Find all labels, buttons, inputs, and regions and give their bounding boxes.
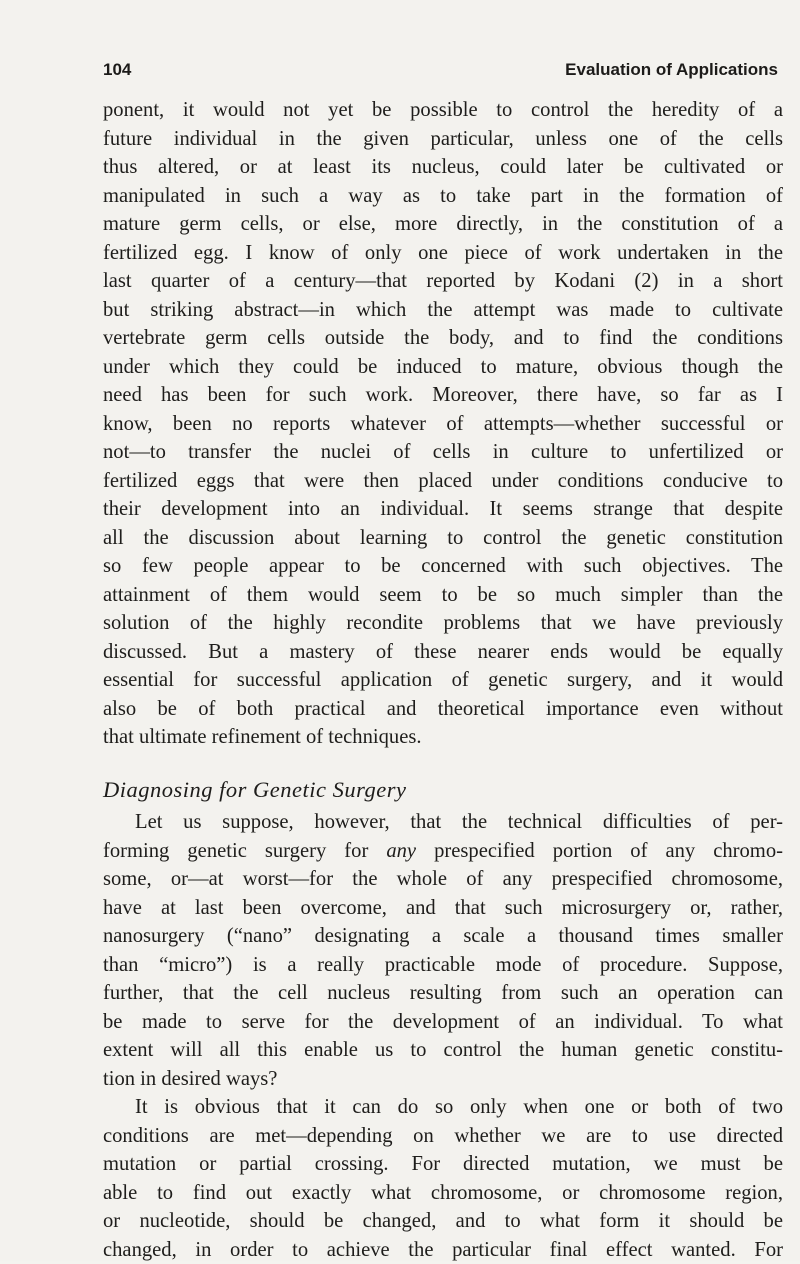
text-line: also be of both practical and theoretical importance even without [103, 695, 783, 724]
text-line: attainment of them would seem to be so much simpler than the [103, 581, 783, 610]
text-line: conditions are met—depending on whether we are to use directed [103, 1122, 783, 1151]
text-line: than “micro”) is a really practicable mode of procedure. Suppose, [103, 951, 783, 980]
text-line: be made to serve for the development of an individual. To what [103, 1008, 783, 1037]
text-line: It is obvious that it can do so only when one or both of two [103, 1093, 783, 1122]
page-number: 104 [103, 60, 131, 80]
text-line: last quarter of a century—that reported by Kodani (2) in a short [103, 267, 783, 296]
paragraph-3 [103, 1093, 783, 1264]
text-line [103, 837, 783, 866]
running-head-title: Evaluation of Applications [565, 60, 778, 80]
text-line: mutation or partial crossing. For directed mutation, we must be [103, 1150, 783, 1179]
text-line: have at last been overcome, and that such microsurgery or, rather, [103, 894, 783, 923]
body-text [103, 96, 783, 1264]
text-line: discussed. But a mastery of these nearer ends would be equally [103, 638, 783, 667]
text-line: but striking abstract—in which the attempt was made to cultivate [103, 296, 783, 325]
text-line: that ultimate refinement of techniques. [103, 723, 783, 752]
text-line: not—to transfer the nuclei of cells in culture to unfertilized or [103, 438, 783, 467]
text-line: essential for successful application of genetic surgery, and it would [103, 666, 783, 695]
text-run: forming genetic surgery for [103, 840, 386, 862]
text-line: tion in desired ways? [103, 1065, 783, 1094]
emphasis: any [386, 840, 416, 862]
text-line: know, been no reports whatever of attempts—whether successful or [103, 410, 783, 439]
text-line: fertilized eggs that were then placed under conditions conducive to [103, 467, 783, 496]
text-line: future individual in the given particular, unless one of the cells [103, 125, 783, 154]
text-line: some, or—at worst—for the whole of any prespecified chromosome, [103, 865, 783, 894]
section-heading: Diagnosing for Genetic Surgery [103, 776, 783, 805]
text-line: manipulated in such a way as to take part in the formation of [103, 182, 783, 211]
text-line: further, that the cell nucleus resulting from such an operation can [103, 979, 783, 1008]
paragraph-1 [103, 96, 783, 752]
text-line: fertilized egg. I know of only one piece of work undertaken in the [103, 239, 783, 268]
running-head [103, 60, 778, 86]
text-line: able to find out exactly what chromosome, or chromosome region, [103, 1179, 783, 1208]
text-line: changed, in order to achieve the particular final effect wanted. For [103, 1236, 783, 1264]
text-line: nanosurgery (“nano” designating a scale a thousand times smaller [103, 922, 783, 951]
paragraph-2 [103, 808, 783, 1093]
text-line: their development into an individual. It seems strange that despite [103, 495, 783, 524]
text-line: extent will all this enable us to control the human genetic constitu- [103, 1036, 783, 1065]
text-line: or nucleotide, should be changed, and to what form it should be [103, 1207, 783, 1236]
text-line: mature germ cells, or else, more directly, in the constitution of a [103, 210, 783, 239]
text-run: prespecified portion of any chromo- [416, 840, 783, 862]
text-line: need has been for such work. Moreover, there have, so far as I [103, 381, 783, 410]
text-line: Let us suppose, however, that the technical difficulties of per- [103, 808, 783, 837]
text-line: all the discussion about learning to control the genetic constitution [103, 524, 783, 553]
text-line: thus altered, or at least its nucleus, could later be cultivated or [103, 153, 783, 182]
text-line: vertebrate germ cells outside the body, and to find the conditions [103, 324, 783, 353]
text-line: solution of the highly recondite problems that we have previously [103, 609, 783, 638]
text-line: so few people appear to be concerned with such objectives. The [103, 552, 783, 581]
text-line: ponent, it would not yet be possible to control the heredity of a [103, 96, 783, 125]
text-line: under which they could be induced to mature, obvious though the [103, 353, 783, 382]
